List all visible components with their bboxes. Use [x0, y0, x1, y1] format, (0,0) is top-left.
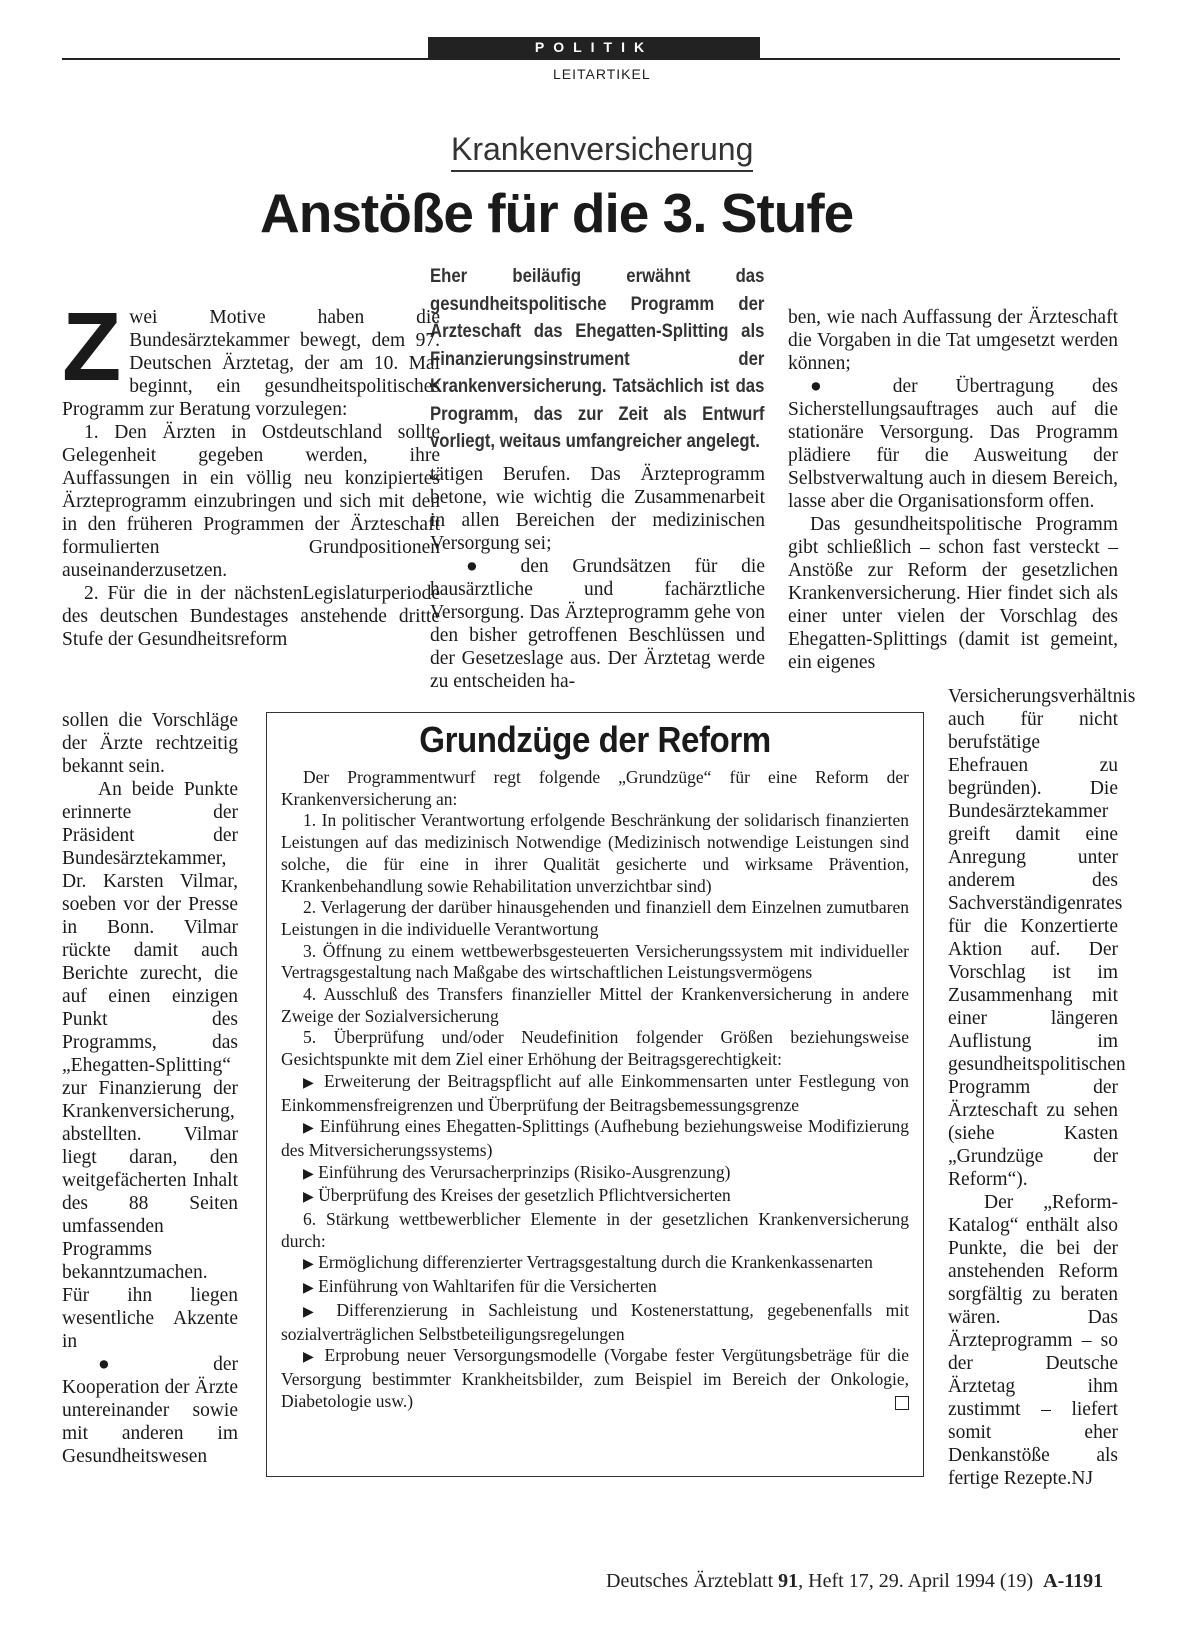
- box-subitem-text: Ermöglichung differenzierter Vertragsgestaltung durch die Krankenkassenarten: [318, 1252, 873, 1273]
- journal-issue: , Heft 17, 29. April 1994 (19): [798, 1570, 1034, 1592]
- col1-bullet-text: der Kooperation der Ärzte untereinander sowie mit anderen im Gesundheitswesen: [62, 1354, 238, 1467]
- triangle-bullet-icon: ▶: [303, 1281, 314, 1297]
- col3-bullet-text: der Übertragung des Sicherstellungsauftrages auch auf die stationäre Versorgung. Das Programm plädiere für die Ausweitung der Selbstverwaltung auch in diesem Bereich, lasse aber die Organisationsform offen.: [788, 376, 1118, 512]
- triangle-bullet-icon: ▶: [303, 1257, 314, 1273]
- box-subitem-text: Einführung von Wahltarifen für die Versicherten: [318, 1276, 657, 1297]
- col2-paragraph: tätigen Berufen. Das Ärzteprogramm betone, wie wichtig die Zusammenarbeit in allen Bereichen der medizinischen Versorgung sei;: [430, 464, 765, 554]
- col1-paragraph: An beide Punkte erinnerte der Präsident der Bundesärztekammer, Dr. Karsten Vilmar, soeben vor der Presse in Bonn. Vilmar rückte damit auch Berichte zurecht, die auf einen einzigen Punkt des Programms, das „Ehegatten-Splitting“ zur Finanzierung der Krankenversicherung, abstellten. Vilmar liegt daran, den weitgefächerten Inhalt des 88 Seiten umfassenden Programms bekanntzumachen. Für ihn liegen wesentliche Akzente in: [62, 779, 238, 1352]
- box-subitem-text: Erprobung neuer Versorgungsmodelle (Vorgabe fester Vergütungsbeträge für die Versorgung bestimmter Krankheitsbilder, zum Beispiel im Bereich der Onkologie, Diabetologie usw.): [281, 1345, 909, 1411]
- box-item: 2. Verlagerung der darüber hinausgehenden und finanziell dem Einzelnen zumutbaren Leistungen in die individuelle Verantwortung: [281, 897, 909, 939]
- journal-name: Deutsches Ärzteblatt: [606, 1570, 774, 1592]
- column-2: [430, 463, 765, 693]
- box-subitem: [281, 1185, 909, 1209]
- triangle-bullet-icon: ▶: [303, 1190, 314, 1206]
- column-1-narrow: [62, 709, 238, 1468]
- box-subitem: [281, 1071, 909, 1116]
- col3-bullet: ● der Übertragung des Sicherstellungsauftrages auch auf die stationäre Versorgung. Das Programm plädiere für die Ausweitung der Selbstverwaltung auch in diesem Bereich, lasse aber die Organisationsform offen.: [788, 376, 1118, 512]
- box-intro: Der Programmentwurf regt folgende „Grundzüge“ für eine Reform der Krankenversicherung an:: [281, 767, 909, 809]
- box-subitem: [281, 1300, 909, 1345]
- box-subitem-text: Einführung des Verursacherprinzips (Risiko-Ausgrenzung): [318, 1161, 731, 1182]
- subsection-label: LEITARTIKEL: [553, 66, 651, 82]
- triangle-bullet-icon: ▶: [303, 1121, 315, 1137]
- box-item: 3. Öffnung zu einem wettbewerbsgesteuerten Versicherungssystem mit individueller Vertragsgestaltung nach Maßgabe des wirtschaftlichen Leistungsvermögens: [281, 940, 909, 983]
- box-subitem-text: Einführung eines Ehegatten-Splittings (Aufhebung beziehungsweise Modifizierung des Mitversicherungssystems): [281, 1116, 909, 1160]
- column-3: [788, 306, 1118, 674]
- column-1: [62, 292, 440, 651]
- column-3-narrow: [948, 685, 1136, 1490]
- col3-paragraph: Der „Reform-Katalog“ enthält also Punkte, die bei der anstehenden Reform sorgfältig zu beraten wären. Das Ärzteprogramm – so der Deutsche Ärztetag ihm zustimmt – liefert somit eher Denkanstöße als fertige Rezepte.NJ: [948, 1192, 1118, 1489]
- article-kicker: Krankenversicherung: [451, 130, 753, 172]
- box-item: 1. In politischer Verantwortung erfolgende Beschränkung der solidarisch finanzierten Leistungen auf das medizinisch Notwendige (Medizinisch notwendige Leistungen sind solche, die für eine in ihrer Qualität gesicherte und wirksame Prävention, Krankenbehandlung sowie Rehabilitation unverzichtbar sind): [281, 810, 909, 896]
- col2-bullet: ● den Grundsätzen für die hausärztliche und fachärztliche Versorgung. Das Ärzteprogramm gehe von den bisher getroffenen Beschlüssen und der Gesetzeslage aus. Der Ärztetag werde zu entscheiden ha-: [430, 556, 765, 692]
- end-square-icon: [895, 1396, 909, 1410]
- triangle-bullet-icon: ▶: [303, 1304, 323, 1320]
- box-item: 5. Überprüfung und/oder Neudefinition folgender Größen beziehungsweise Gesichtspunkte mit dem Ziel einer Erhöhung der Beitragsgerechtigkeit:: [281, 1027, 909, 1070]
- section-label: POLITIK: [428, 37, 760, 58]
- reform-box: [266, 712, 924, 1477]
- article-headline: Anstöße für die 3. Stufe: [260, 182, 854, 244]
- box-subitem: [281, 1276, 909, 1300]
- page-footer: [606, 1570, 1103, 1593]
- triangle-bullet-icon: ▶: [303, 1166, 314, 1182]
- col3-paragraph: ben, wie nach Auffassung der Ärzteschaft die Vorgaben in die Tat umgesetzt werden können;: [788, 307, 1118, 374]
- box-subitem: [281, 1345, 909, 1412]
- header-rule: [62, 58, 1120, 60]
- col1-paragraph: wei Motive haben die Bundesärztekammer bewegt, dem 97. Deutschen Ärztetag, der am 10. Mai beginnt, ein gesundheitspolitisches Programm zur Beratung vorzulegen:: [62, 307, 440, 420]
- page-number: A-1191: [1043, 1570, 1104, 1592]
- box-subitem-text: Erweiterung der Beitragspflicht auf alle Einkommensarten unter Festlegung von Einkommensfreigrenzen und Überprüfung der Beitragsbemessungsgrenze: [281, 1070, 909, 1115]
- col1-paragraph: 2. Für die in der nächstenLegislaturperiode des deutschen Bundestages anstehende dritte Stufe der Gesundheitsreform: [62, 583, 440, 650]
- box-item: 4. Ausschluß des Transfers finanzieller Mittel der Krankenversicherung in andere Zweige der Sozialversicherung: [281, 984, 909, 1026]
- journal-volume: 91: [778, 1570, 799, 1592]
- col1-paragraph: sollen die Vorschläge der Ärzte rechtzeitig bekannt sein.: [62, 710, 238, 777]
- article-lead: Eher beiläufig erwähnt das gesundheitspolitische Programm der Ärzteschaft das Ehegatten-Splitting als Finanzierungsinstrument der Krankenversicherung. Tatsächlich ist das Programm, das zur Zeit als Entwurf vorliegt, weitaus umfangreicher angelegt.: [430, 266, 765, 452]
- box-title: Grundzüge der Reform: [419, 719, 771, 760]
- box-subitem: [281, 1252, 909, 1276]
- triangle-bullet-icon: ▶: [303, 1350, 317, 1366]
- box-subitem: [281, 1162, 909, 1186]
- col3-paragraph: Das gesundheitspolitische Programm gibt schließlich – schon fast versteckt – Anstöße zur Reform der gesetzlichen Krankenversicherung. Hier findet sich als einer unter vielen der Vorschlag des Ehegatten-Splittings (damit ist gemeint, ein eigenes: [788, 514, 1118, 673]
- col1-paragraph: 1. Den Ärzten in Ostdeutschland sollte Gelegenheit gegeben werden, ihre Auffassungen in ein völlig neu konzipiertes Ärzteprogramm einzubringen und sich mit den in den früheren Programmen der Ärzteschaft formulierten Grundpositionen auseinanderzusetzen.: [62, 422, 440, 581]
- col1-bullet: ● der Kooperation der Ärzte untereinander sowie mit anderen im Gesundheitswesen: [62, 1354, 238, 1467]
- triangle-bullet-icon: ▶: [303, 1075, 317, 1091]
- drop-cap: Z: [62, 292, 122, 401]
- box-subitem: [281, 1116, 909, 1161]
- col3-paragraph: Versicherungsverhältnis auch für nicht berufstätige Ehefrauen zu begründen). Die Bundesärztekammer greift damit eine Anregung unter anderem des Sachverständigenrates für die Konzertierte Aktion auf. Der Vorschlag ist im Zusammenhang mit einer längeren Auflistung im gesundheitspolitischen Programm der Ärzteschaft zu sehen (siehe Kasten „Grundzüge der Reform“).: [948, 686, 1136, 1190]
- box-item: 6. Stärkung wettbewerblicher Elemente in der gesetzlichen Krankenversicherung durch:: [281, 1209, 909, 1251]
- col2-bullet-text: den Grundsätzen für die hausärztliche und fachärztliche Versorgung. Das Ärzteprogramm gehe von den bisher getroffenen Beschlüssen und der Gesetzeslage aus. Der Ärztetag werde zu entscheiden ha-: [430, 556, 765, 692]
- box-subitem-text: Überprüfung des Kreises der gesetzlich Pflichtversicherten: [318, 1185, 731, 1206]
- box-subitem-text: Differenzierung in Sachleistung und Kostenerstattung, gegebenenfalls mit sozialverträglichen Selbstbeteiligungsregelungen: [281, 1299, 909, 1344]
